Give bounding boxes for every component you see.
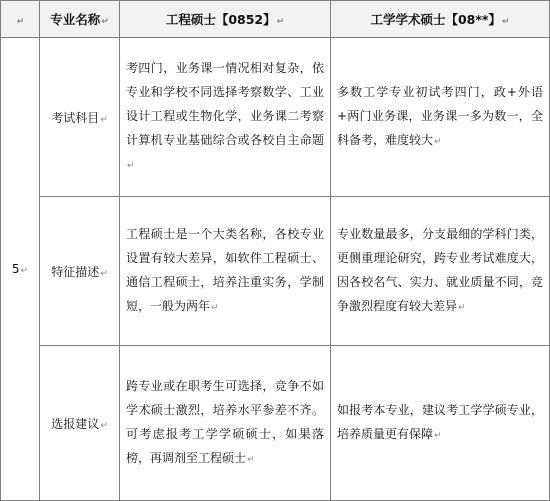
engineering-exam-cell: 考四门，业务课一情况相对复杂，依专业和学校不同选择考察数学、工业设计工程或生物化学，业务课二考察计算机专业基础综合或各校自主命题↵ (120, 38, 331, 197)
header-row (1, 1, 550, 38)
header-major-cell: 专业名称↵ (40, 1, 120, 38)
table-row (1, 346, 550, 501)
header-engineering-cell: 工程硕士【0852】↵ (120, 1, 331, 38)
header-academic-cell: 工学学术硕士【08**】↵ (331, 1, 550, 38)
table-row (1, 38, 550, 197)
academic-features-cell: 专业数量最多，分支最细的学科门类，更侧重理论研究，跨专业考试难度大，因各校名气、实力、就业质量不同，竞争激烈程度有较大差异↵ (331, 197, 550, 346)
engineering-advice-cell: 跨专业或在职考生可选择，竞争不如学术硕士激烈，培养水平参差不齐。可考虑报考工学学硕硕士，如果落榜，再调剂至工程硕士↵ (120, 346, 331, 501)
row-label-features: 特征描述↵ (40, 197, 120, 346)
header-number-cell: ↵ (1, 1, 40, 38)
academic-exam-cell: 多数工学专业初试考四门，政+外语+两门业务课，业务课一多为数一，全科备考，难度较大↵ (331, 38, 550, 197)
row-number-cell: 5↵ (1, 38, 40, 501)
row-label-advice: 选报建议↵ (40, 346, 120, 501)
engineering-features-cell: 工程硕士是一个大类名称，各校专业设置有较大差异，如软件工程硕士、通信工程硕士，培养注重实务，学制短，一般为两年↵ (120, 197, 331, 346)
row-label-exam-subjects: 考试科目↵ (40, 38, 120, 197)
academic-advice-cell: 如报考本专业，建议考工学学硕专业，培养质量更有保障↵ (331, 346, 550, 501)
table-row (1, 197, 550, 346)
